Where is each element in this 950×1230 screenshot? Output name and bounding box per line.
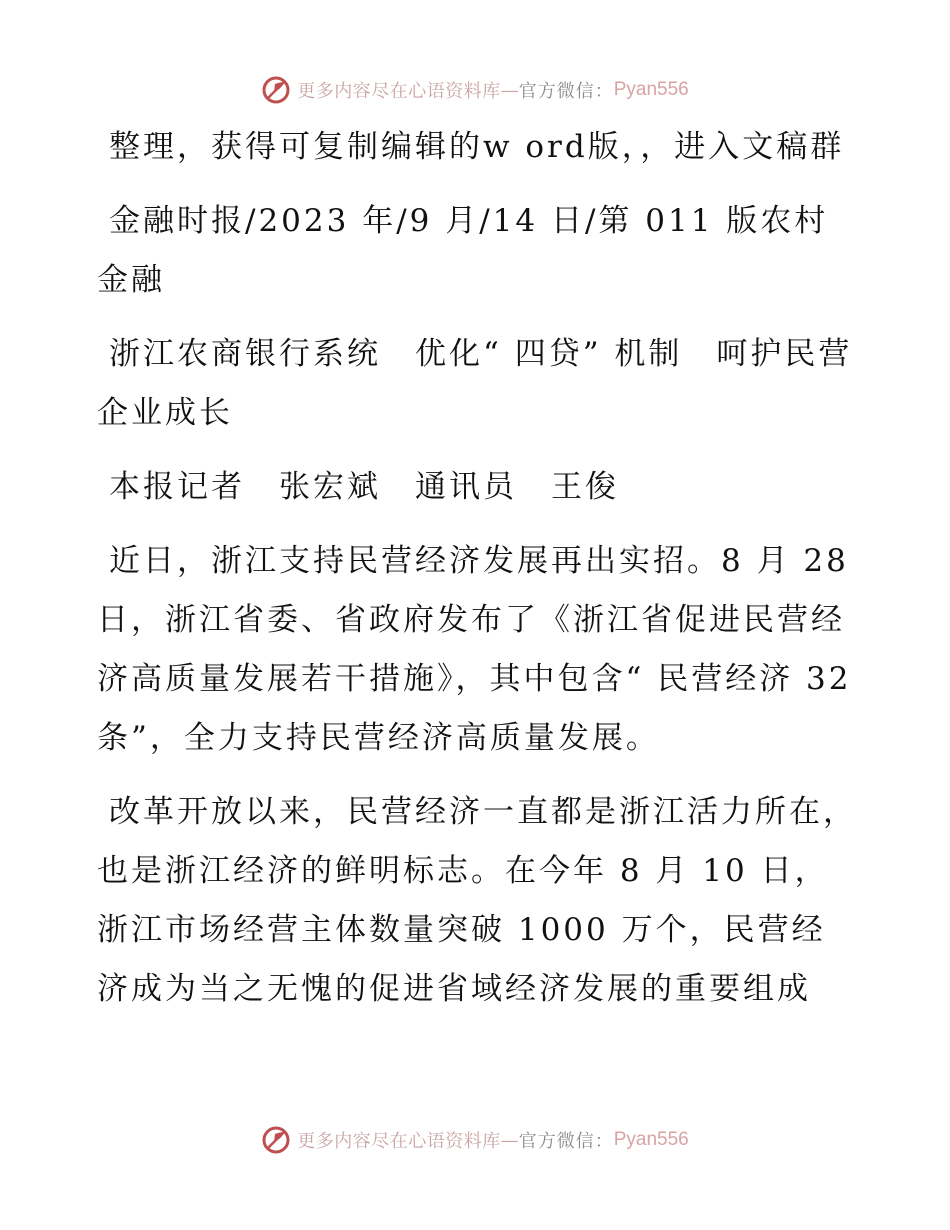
footer-watermark xyxy=(0,1120,950,1160)
article-title: 浙江农商银行系统 优化“ 四贷” 机制 呵护民营企业成长 xyxy=(97,336,853,431)
watermark-official-label: 官方微信： xyxy=(518,81,614,102)
watermark-dash: — xyxy=(500,1129,519,1151)
feather-logo-icon xyxy=(261,75,291,105)
watermark-site-text: 更多内容尽在心语资料库 xyxy=(297,1131,501,1152)
document-body xyxy=(97,118,857,1034)
watermark-official-label: 官方微信： xyxy=(518,1131,614,1152)
header-watermark xyxy=(0,70,950,110)
article-byline: 本报记者 张宏斌 通讯员 王俊 xyxy=(109,469,619,505)
paragraph-intro-note: 整理，获得可复制编辑的w ord版，，进入文稿群 xyxy=(109,129,845,165)
paragraph-body-1: 近日，浙江支持民营经济发展再出实招。8 月 28 日，浙江省委、省政府发布了《浙江省促进民营经济高质量发展若干措施》，其中包含“ 民营经济 32 条”，全力支持民营经济高质量发展。 xyxy=(97,543,852,756)
watermark-wechat-id: Pyan556 xyxy=(613,1129,689,1150)
watermark-wechat-id: Pyan556 xyxy=(613,79,689,100)
paragraph-source: 金融时报/2023 年/9 月/14 日/第 011 版农村金融 xyxy=(97,203,829,298)
feather-logo-icon xyxy=(261,1125,291,1155)
watermark-site-text: 更多内容尽在心语资料库 xyxy=(297,81,501,102)
paragraph-body-2: 改革开放以来，民营经济一直都是浙江活力所在，也是浙江经济的鲜明标志。在今年 8 月 10 日，浙江市场经营主体数量突破 1000 万个，民营经济成为当之无愧的促进省域经济发展的重要组成 xyxy=(97,794,857,1007)
watermark-dash: — xyxy=(500,79,519,101)
